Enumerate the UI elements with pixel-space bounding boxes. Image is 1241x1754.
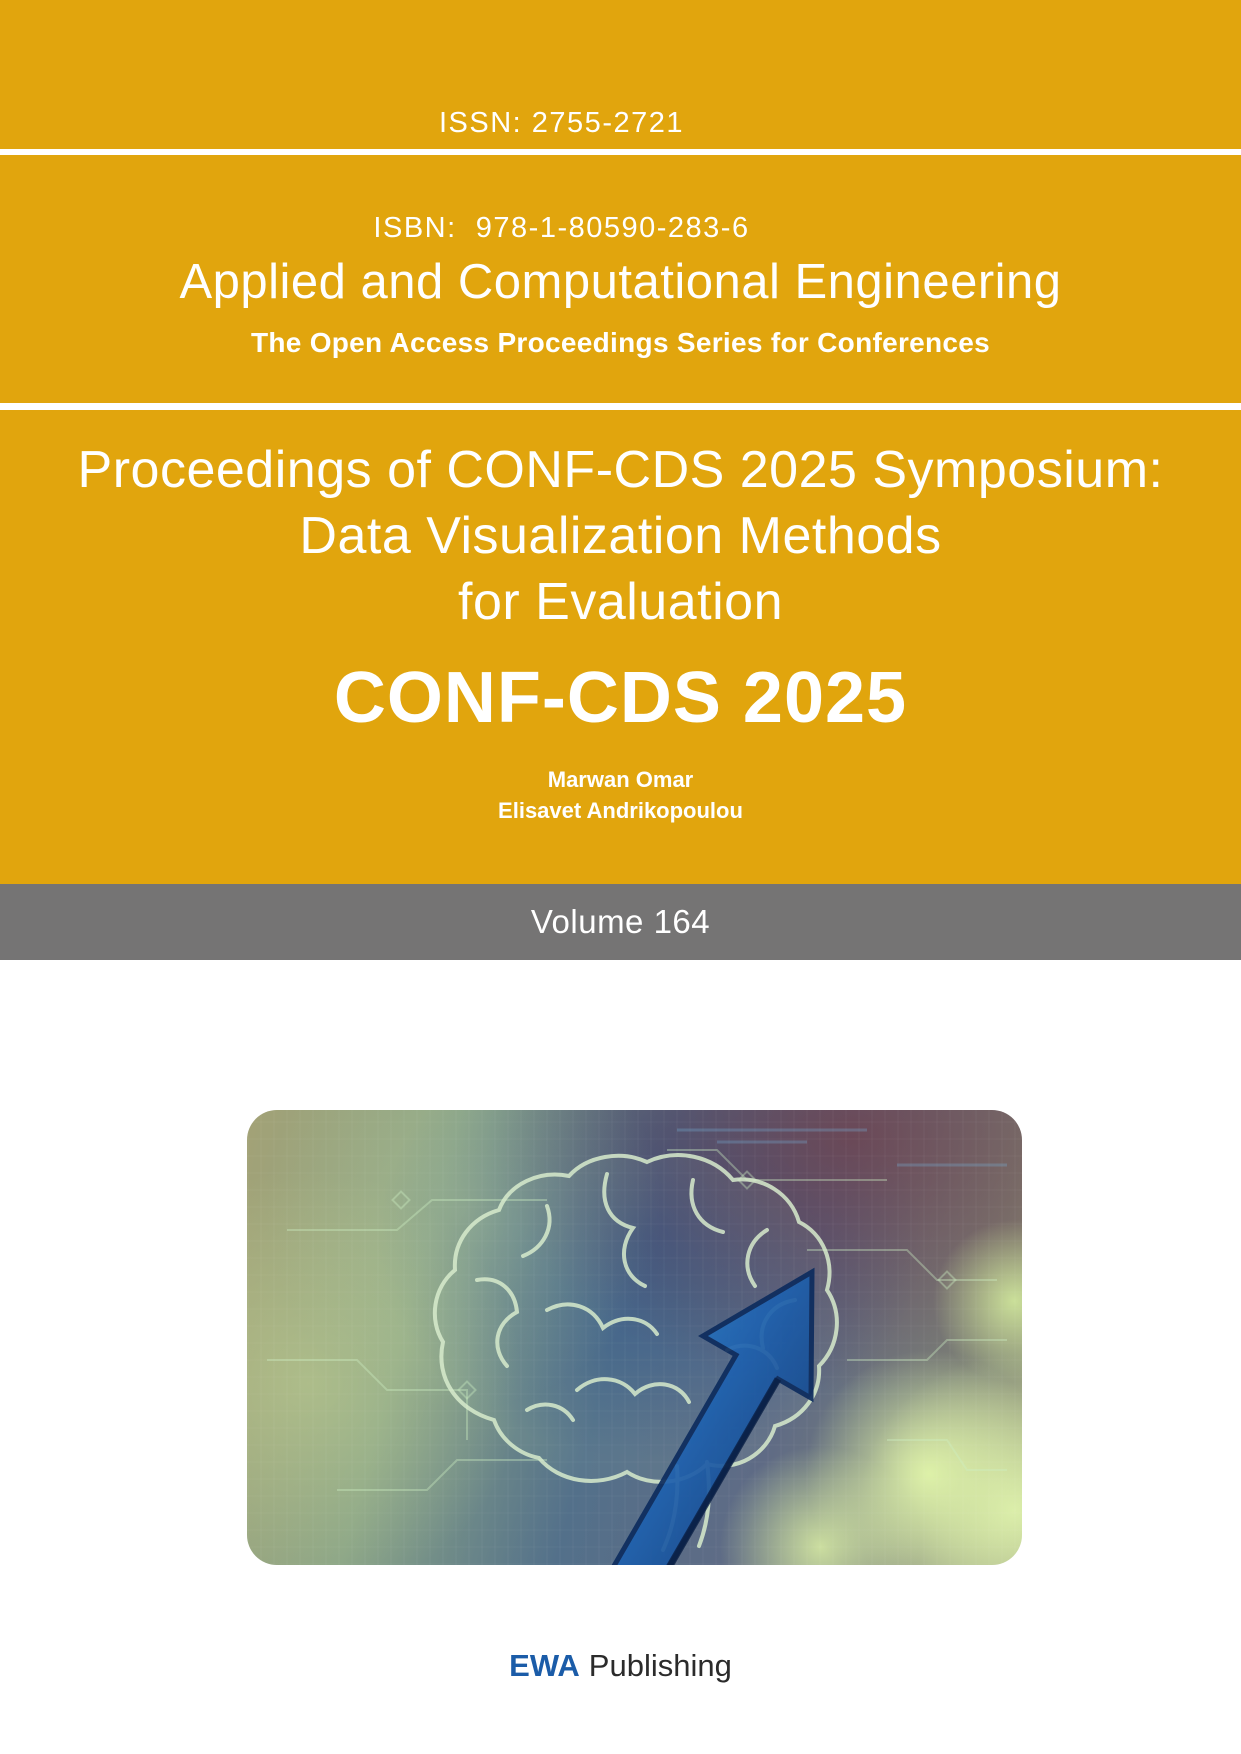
brain-arrow-graphic: [247, 1110, 1022, 1565]
publisher-logo: [0, 1648, 1241, 1684]
editors-list: [0, 764, 1241, 826]
volume-bar: [0, 884, 1241, 960]
journal-subtitle: The Open Access Proceedings Series for Conferences: [250, 327, 991, 358]
editor-name: Marwan Omar: [547, 767, 694, 792]
divider-middle: [0, 403, 1241, 410]
proceedings-title: [0, 437, 1241, 635]
publisher-brand-text: EWA: [509, 1648, 580, 1683]
conference-code: CONF-CDS 2025: [333, 658, 908, 738]
proceedings-title-line3: for Evaluation: [458, 573, 783, 631]
journal-title: Applied and Computational Engineering: [179, 255, 1062, 309]
publisher-rest-text: Publishing: [588, 1648, 732, 1683]
divider-top: [0, 149, 1241, 155]
issn-text: ISSN: 2755-2721: [439, 107, 684, 139]
volume-label: Volume 164: [530, 903, 711, 940]
editor-name: Elisavet Andrikopoulou: [498, 798, 743, 823]
cover-illustration: [247, 1110, 1022, 1565]
isbn-text: ISBN: 978-1-80590-283-6: [373, 212, 750, 244]
proceedings-title-line2: Data Visualization Methods: [299, 507, 942, 565]
proceedings-title-line1: Proceedings of CONF-CDS 2025 Symposium:: [77, 441, 1164, 499]
